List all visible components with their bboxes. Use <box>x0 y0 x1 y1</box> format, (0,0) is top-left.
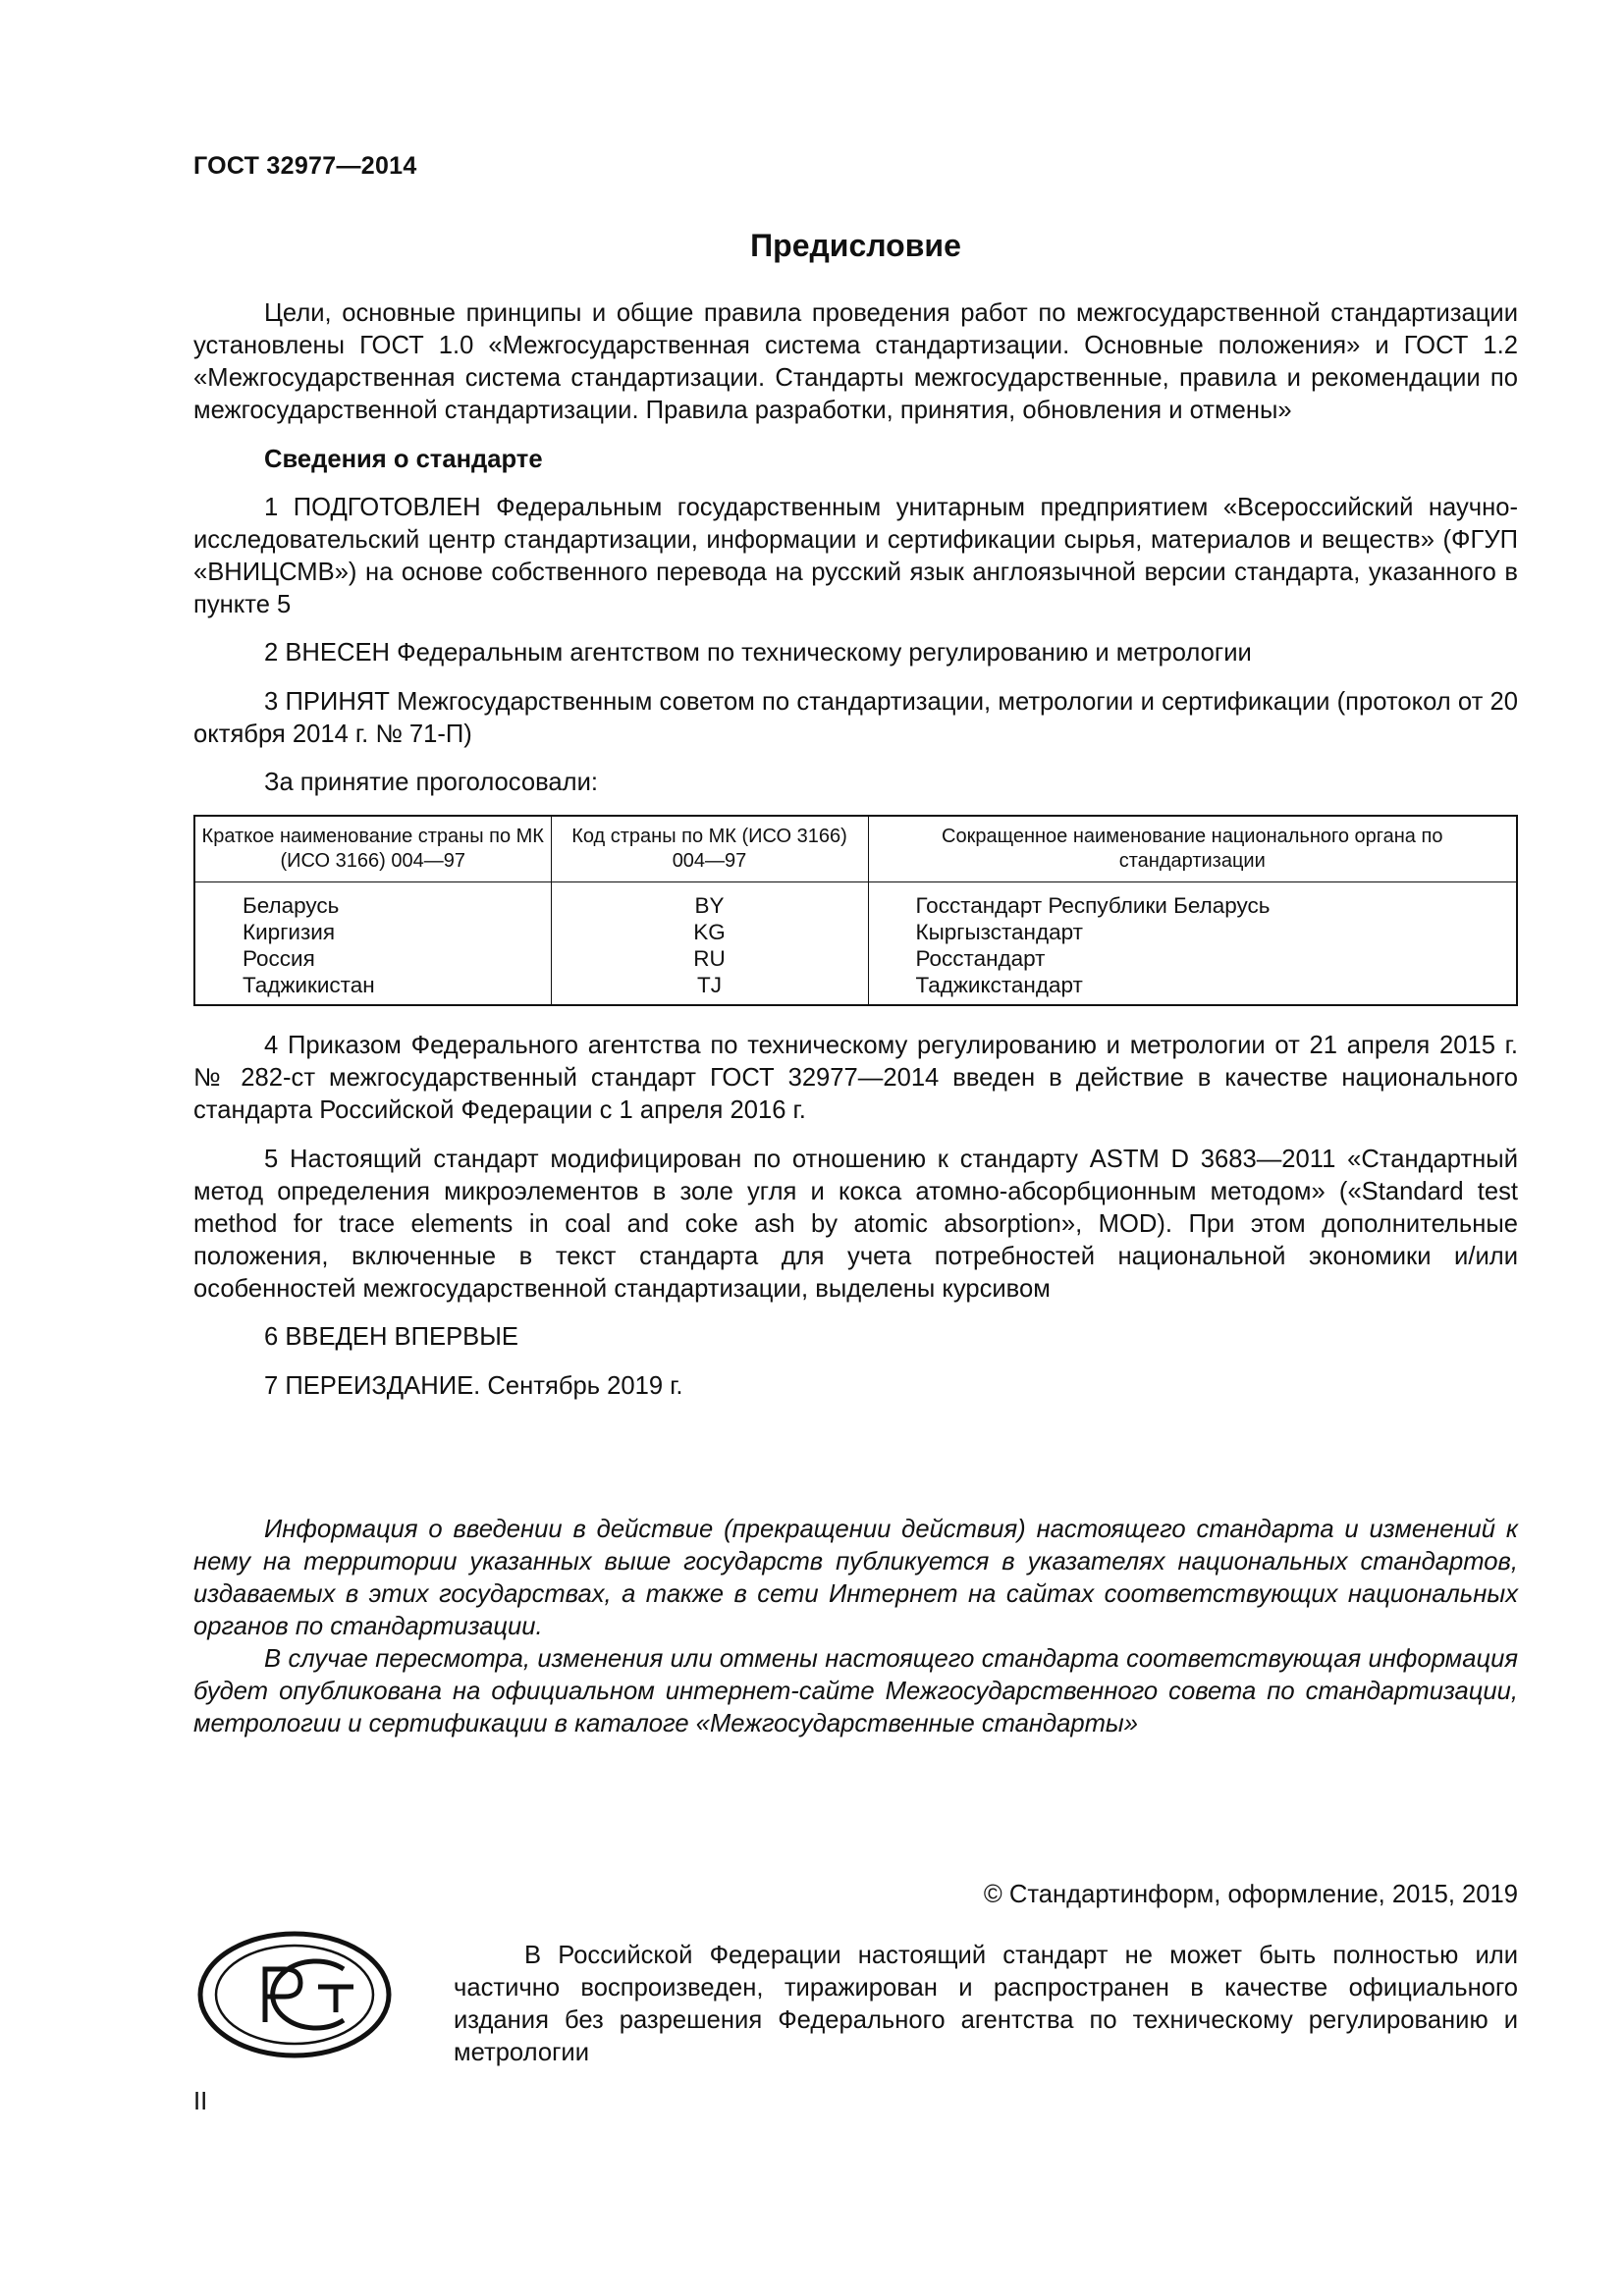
document-id: ГОСТ 32977—2014 <box>193 152 417 180</box>
table-row <box>194 945 1517 972</box>
vote-intro: За принятие проголосовали: <box>264 769 598 796</box>
table-row <box>194 972 1517 1005</box>
info-paragraph-1: Информация о введении в действие (прекращении действия) настоящего стандарта и изменений к нему на территории указанных выше государств публикуется в указателях национальных стандартов, издаваемых в этих государствах, а также в сети Интернет на сайтах соответствующих национальных органов по стандартизации. <box>193 1516 1518 1640</box>
code-cell: KG <box>551 919 868 945</box>
copyright-line: © Стандартинформ, оформление, 2015, 2019 <box>983 1881 1518 1908</box>
notice-paragraph: В Российской Федерации настоящий стандарт не может быть полностью или частично воспроизведен, тиражирован и распространен в качестве официального издания без разрешения Федерального агентства по техническому регулированию и метрологии <box>454 1942 1518 2066</box>
page-title: Предисловие <box>750 228 961 263</box>
header-org: Сокращенное наименование национального органа по стандартизации <box>868 816 1517 882</box>
vote-table <box>193 815 1518 1006</box>
header-code: Код страны по МК (ИСО 3166) 004—97 <box>551 816 868 882</box>
header-country: Краткое наименование страны по МК (ИСО 3166) 004—97 <box>194 816 551 882</box>
org-cell: Таджикстандарт <box>868 972 1517 1005</box>
info-paragraph-2: В случае пересмотра, изменения или отмены настоящего стандарта соответствующая информация будет опубликована на официальном интернет-сайте Межгосударственного совета по стандартизации, метрологии и сертификации в каталоге «Межгосударственные стандарты» <box>193 1645 1518 1737</box>
code-cell: RU <box>551 945 868 972</box>
item-1: 1 ПОДГОТОВЛЕН Федеральным государственным унитарным предприятием «Всероссийский научно-исследовательский центр стандартизации, информации и сертификации сырья, материалов и веществ» (ФГУП «ВНИЦСМВ») на основе собственного перевода на русский язык англоязычной версии стандарта, указанного в пункте 5 <box>193 493 1518 618</box>
item-5: 5 Настоящий стандарт модифицирован по отношению к стандарту ASTM D 3683—2011 «Стандартный метод определения микроэлементов в золе угля и кокса атомно-абсорбционным методом» («Standard test method for trace elements in coal and coke ash by atomic absorption», MOD). При этом дополнительные положения, включенные в текст стандарта для учета потребностей национальной экономики и/или особенностей межгосударственной стандартизации, выделены курсивом <box>193 1145 1518 1303</box>
item-7: 7 ПЕРЕИЗДАНИЕ. Сентябрь 2019 г. <box>264 1371 683 1400</box>
publication-info <box>193 1514 1518 1740</box>
item-3: 3 ПРИНЯТ Межгосударственным советом по стандартизации, метрологии и сертификации (протокол от 20 октября 2014 г. № 71-П) <box>193 687 1518 748</box>
item-4: 4 Приказом Федерального агентства по техническому регулированию и метрологии от 21 апреля 2015 г. № 282-ст межгосударственный стандарт ГОСТ 32977—2014 введен в действие в качестве национального стандарта Российской Федерации с 1 апреля 2016 г. <box>193 1032 1518 1124</box>
code-cell: BY <box>551 882 868 920</box>
country-cell: Киргизия <box>243 920 336 944</box>
intro-paragraph: Цели, основные принципы и общие правила проведения работ по межгосударственной стандартизации установлены ГОСТ 1.0 «Межгосударственная система стандартизации. Основные положения» и ГОСТ 1.2 «Межгосударственная система стандартизации. Стандарты межгосударственные, правила и рекомендации по межгосударственной стандартизации. Правила разработки, принятия, обновления и отмены» <box>193 299 1518 424</box>
country-cell: Таджикистан <box>243 973 375 997</box>
item-2: 2 ВНЕСЕН Федеральным агентством по техническому регулированию и метрологии <box>264 639 1252 667</box>
country-cell: Беларусь <box>243 893 340 918</box>
reproduction-notice <box>454 1940 1518 2069</box>
item-6: 6 ВВЕДЕН ВПЕРВЫЕ <box>264 1323 518 1351</box>
org-cell: Кыргызстандарт <box>868 919 1517 945</box>
org-cell: Госстандарт Республики Беларусь <box>868 882 1517 920</box>
org-cell: Росстандарт <box>868 945 1517 972</box>
table-row <box>194 919 1517 945</box>
code-cell: TJ <box>551 972 868 1005</box>
country-cell: Россия <box>243 946 315 971</box>
foreword-body <box>193 297 1518 1418</box>
page-number: II <box>193 2088 208 2115</box>
rst-certification-mark-icon <box>196 1930 393 2059</box>
vote-table-header <box>194 816 1517 882</box>
table-row <box>194 882 1517 920</box>
info-heading: Сведения о стандарте <box>264 445 543 473</box>
